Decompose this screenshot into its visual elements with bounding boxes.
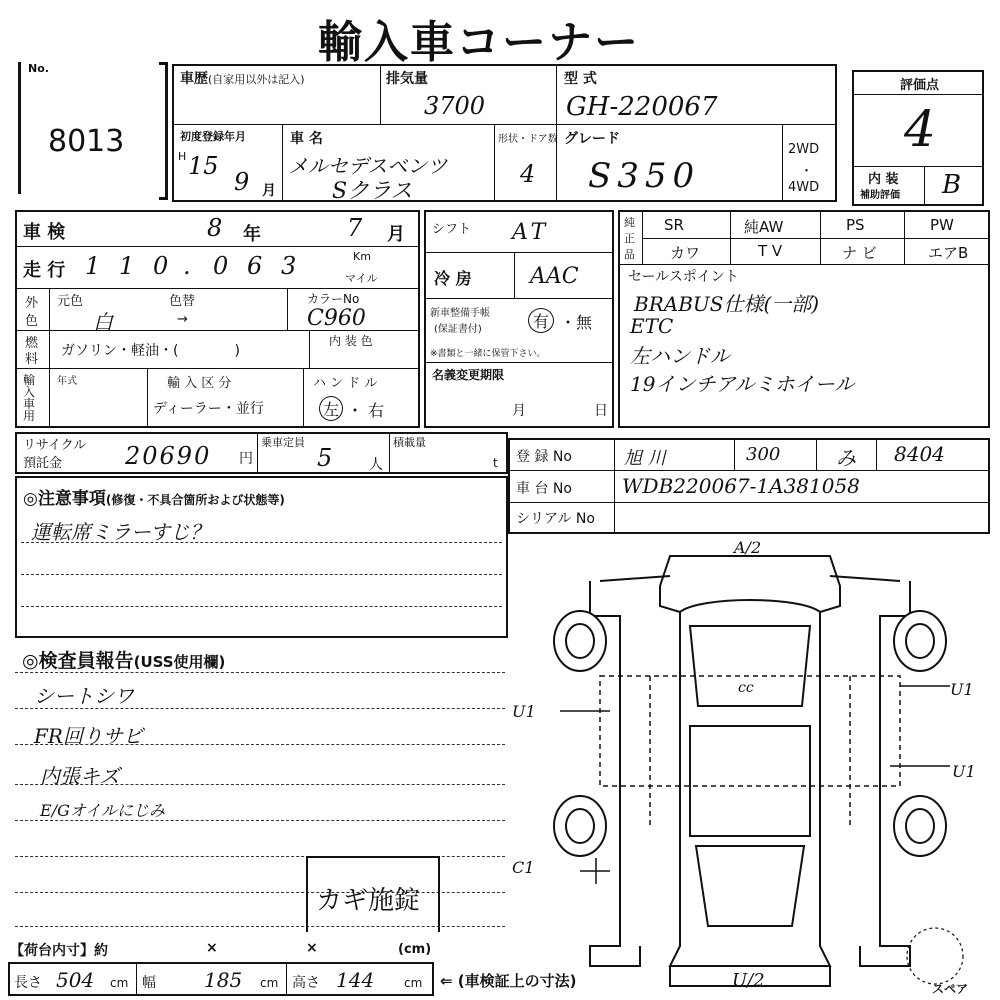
width-unit: cm [260, 976, 279, 990]
length-label: 長さ [14, 975, 42, 991]
drive-2wd: 2WD [788, 142, 820, 157]
stamp-text: カギ施錠 [316, 886, 421, 916]
grade-label: グレード [564, 131, 620, 147]
mileage-digit: 1 [85, 252, 101, 280]
score-value: 4 [904, 100, 936, 158]
capacity-label: 乗車定員 [261, 436, 305, 449]
import-label: 輸入車用 [23, 373, 36, 423]
inspector-line: FR回りサビ [34, 724, 143, 748]
height-label: 高さ [292, 975, 320, 991]
equip-label2: 正 [624, 232, 635, 245]
import-type-label: 輸 入 区 分 [167, 376, 232, 391]
recycle-label2: 預託金 [23, 456, 63, 471]
equip-tv: T V [758, 242, 783, 260]
drive-dot: ・ [800, 164, 814, 179]
maint-label: 新車整備手帳 [430, 308, 490, 319]
sales-points-label: セールスポイント [628, 269, 739, 285]
handle-left: 左 [319, 396, 343, 421]
orig-color-label: 元色 [57, 294, 84, 309]
name-change-label: 名義変更期限 [432, 368, 505, 382]
first-reg-year: 15 [188, 152, 219, 180]
recycle-value: 20690 [125, 442, 212, 470]
registration-label: 登 録 No [516, 449, 572, 465]
interior-value: B [942, 170, 962, 200]
sales-point-line: ETC [630, 314, 674, 338]
inspection-year-unit: 年 [243, 224, 261, 245]
right-bracket [159, 62, 168, 200]
height-value: 144 [336, 968, 375, 992]
shift-grid [424, 210, 614, 428]
diagram-c1: C1 [512, 858, 535, 877]
diagram-u1-right2: U1 [952, 762, 976, 781]
import-year-label: 年式 [57, 376, 77, 387]
doors-label: 形状・ドア数 [498, 134, 558, 145]
load-label: 積載量 [393, 436, 426, 449]
exterior-label2: 色 [25, 314, 39, 329]
width-value: 185 [204, 968, 243, 992]
history-label [180, 68, 305, 88]
mileage-unit-mile: マイル [345, 272, 378, 285]
equip-kawa: カワ [670, 244, 701, 262]
name-change-month: 月 [512, 403, 526, 419]
sheet-title: 輸入車コーナー [318, 17, 640, 68]
fuel-value: ガソリン・軽油・( ) [61, 343, 240, 359]
load-unit: t [493, 456, 498, 470]
mileage-digit: 3 [281, 252, 297, 280]
inspection-year: 8 [207, 214, 223, 242]
dimensions-note: ⇐ (車検証上の寸法) [440, 972, 577, 990]
equip-airbag: エアB [928, 244, 969, 262]
diagram-u-bottom: U/2 [732, 970, 765, 991]
equip-sr: SR [664, 216, 684, 234]
interior-label2: 補助評価 [860, 190, 900, 201]
mileage-digits [85, 252, 301, 280]
length-value: 504 [56, 968, 95, 992]
inspector-line: E/Gオイルにじみ [40, 801, 166, 820]
first-reg-era: H [178, 150, 187, 163]
cargo-label: 【荷台内寸】約 [10, 943, 108, 959]
inspection-month-unit: 月 [387, 224, 405, 245]
stamp-box [306, 856, 440, 932]
score-label: 評価点 [900, 78, 940, 93]
length-unit: cm [110, 976, 129, 990]
maint-sub: (保証書付) [434, 324, 482, 335]
equip-aw: 純AW [744, 218, 784, 236]
interior-label1: 内 装 [868, 172, 899, 187]
recycle-unit: 円 [239, 451, 253, 467]
diagram-a-top: A/2 [734, 538, 762, 557]
left-bracket [18, 62, 25, 194]
registration-table [508, 438, 990, 534]
notes-sub: (修復・不具合箇所および状態等) [105, 493, 285, 507]
dimensions-row [8, 962, 434, 996]
inspector-label-text: ◎検査員報告 [22, 650, 134, 672]
maint-no: ・無 [560, 313, 593, 332]
capacity-value: 5 [317, 444, 333, 472]
history-note: (自家用以外は記入) [208, 73, 305, 86]
mileage-digit: 1 [119, 252, 135, 280]
shift-value: AT [512, 220, 550, 245]
first-reg-label: 初度登録年月 [180, 130, 246, 143]
car-name-line1: メルセデスベンツ [288, 154, 448, 178]
top-info-grid [172, 64, 837, 202]
lot-box [18, 62, 168, 194]
vehicle-grid [15, 210, 420, 428]
mileage-unit-km: Km [353, 250, 371, 263]
inspection-month: 7 [347, 214, 363, 242]
chassis-label: 車 台 No [516, 481, 572, 497]
spare-tire-outline [907, 928, 963, 984]
mileage-digit: . [183, 252, 191, 280]
registration-class: 300 [746, 444, 781, 465]
notes-label [23, 484, 285, 509]
drive-4wd: 4WD [788, 180, 820, 195]
cargo-x2: × [306, 940, 318, 956]
inspection-label: 車 検 [23, 222, 66, 243]
notes-line: 運転席ミラーすじ？ [31, 520, 210, 544]
inspector-sub: (USS使用欄) [133, 653, 226, 671]
sales-point-line: 19インチアルミホイール [630, 372, 855, 396]
height-unit: cm [404, 976, 423, 990]
width-label: 幅 [142, 975, 156, 991]
displacement-label: 排気量 [386, 71, 428, 87]
model-label: 型 式 [564, 71, 597, 87]
equipment-grid [618, 210, 990, 428]
equip-navi: ナ ビ [842, 244, 877, 262]
car-body-outline [660, 556, 840, 966]
capacity-unit: 人 [369, 457, 383, 473]
first-reg-month-unit: 月 [262, 183, 276, 199]
sales-point-line: 左ハンドル [630, 344, 730, 368]
mileage-digit: 0 [153, 252, 169, 280]
model-value: GH-220067 [566, 92, 718, 122]
recycle-label1: リサイクル [23, 438, 87, 453]
repaint-label: 色替 [169, 294, 196, 309]
diagram-u1-right: U1 [950, 680, 974, 699]
maint-yes: 有 [528, 308, 554, 333]
displacement-value: 3700 [424, 92, 486, 120]
inspector-label [22, 646, 225, 673]
diagram-cc: cc [738, 680, 754, 696]
handle-label: ハ ン ド ル [313, 376, 378, 391]
registration-kana: み [836, 446, 856, 470]
notes-box [15, 476, 508, 638]
repaint-value: → [177, 312, 188, 327]
sales-point-line: BRABUS仕様(一部) [634, 292, 820, 316]
notes-label-text: ◎注意事項 [23, 489, 106, 509]
first-reg-month: 9 [234, 168, 250, 196]
mileage-digit: 0 [213, 252, 229, 280]
orig-color-value: 白 [93, 310, 113, 334]
lot-number: 8013 [48, 124, 125, 159]
registration-number: 8404 [894, 442, 945, 466]
score-box [852, 70, 984, 206]
car-name-label: 車 名 [290, 131, 323, 147]
color-no-value: C960 [307, 306, 366, 331]
history-label-text: 車歴 [180, 71, 208, 87]
mileage-label: 走 行 [23, 260, 66, 281]
serial-label: シリアル No [516, 511, 595, 527]
cargo-x1: × [206, 940, 218, 956]
exterior-label1: 外 [25, 296, 39, 311]
shift-label: シフト [432, 222, 472, 237]
equip-pw: PW [930, 216, 954, 234]
diagram-spare: スペア [932, 982, 969, 996]
car-diagram [540, 526, 980, 996]
diagram-u1-left: U1 [512, 702, 536, 721]
maint-note: ※書類と一緒に保管下さい。 [430, 349, 546, 359]
aircon-label: 冷 房 [434, 269, 472, 288]
equip-label3: 品 [624, 248, 635, 261]
mileage-digit: 6 [247, 252, 263, 280]
fuel-label2: 料 [25, 352, 39, 367]
name-change-day: 日 [594, 403, 608, 419]
handle-right: ・ 右 [347, 401, 385, 420]
inspector-line: 内張キズ [40, 764, 120, 788]
equip-ps: PS [846, 216, 865, 234]
doors-value: 4 [520, 160, 536, 188]
chassis-value: WDB220067-1A381058 [622, 474, 860, 498]
registration-area: 旭 川 [624, 448, 666, 469]
equip-label1: 純 [624, 216, 635, 229]
color-no-label: カラーNo [307, 292, 360, 306]
inspector-line: シートシワ [34, 684, 134, 708]
recycle-row [15, 432, 508, 474]
no-label: No. [28, 62, 49, 75]
import-type-value: ディーラー・並行 [153, 401, 264, 417]
aircon-value: AAC [530, 264, 579, 289]
fuel-label1: 燃 [25, 336, 39, 351]
grade-value: S350 [588, 156, 701, 196]
interior-color-label: 内 装 色 [329, 334, 373, 348]
car-name-line2: Sクラス [332, 179, 413, 204]
cargo-unit: (cm) [398, 942, 432, 957]
